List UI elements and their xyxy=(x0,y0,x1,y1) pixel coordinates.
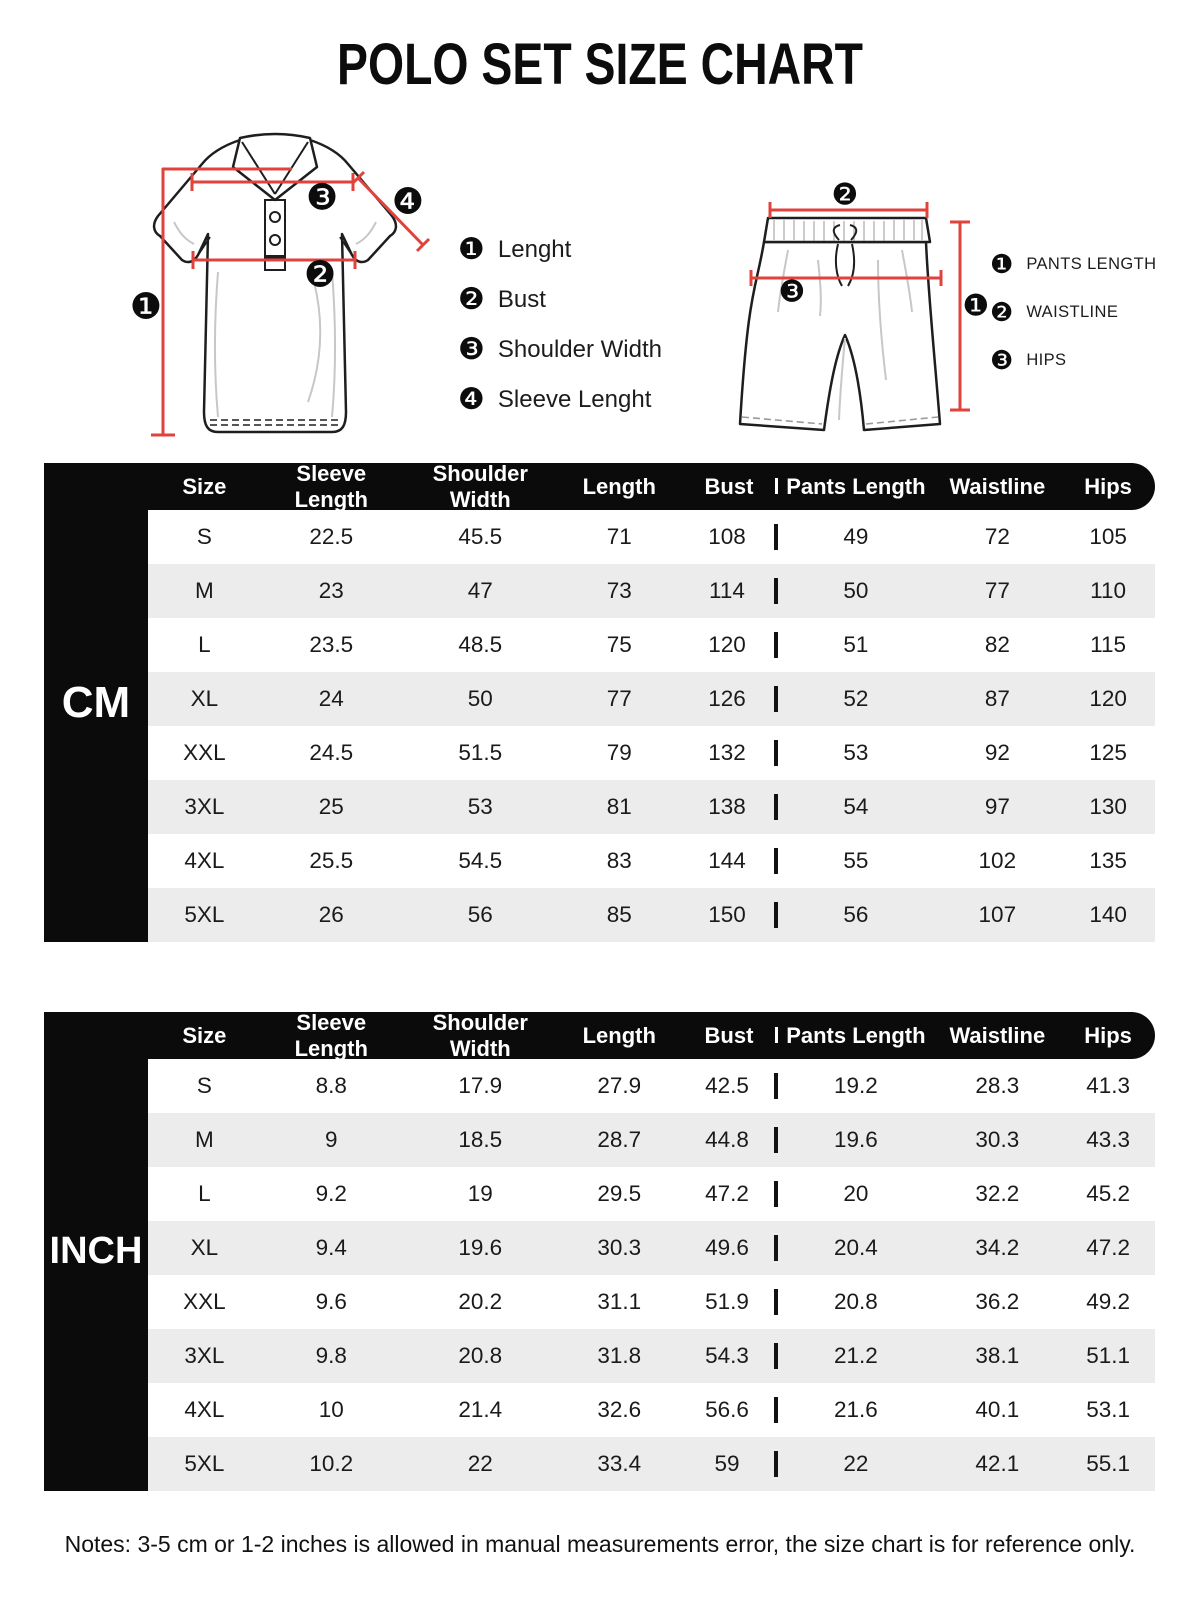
value-cell: 81 xyxy=(606,794,632,819)
size-cell: XXL xyxy=(183,740,226,765)
table-row xyxy=(148,1437,1155,1491)
col-header-waistline: Waistline xyxy=(949,473,1046,499)
value-cell: 135 xyxy=(1089,848,1127,873)
legend-item-hips xyxy=(990,347,1156,374)
size-cell: 5XL xyxy=(184,902,225,927)
value-cell: 41.3 xyxy=(1086,1073,1130,1098)
value-cell: 54.5 xyxy=(458,848,503,873)
value-cell: 87 xyxy=(984,686,1010,711)
value-cell: 47.2 xyxy=(680,1181,779,1207)
value-cell: 77 xyxy=(606,686,632,711)
size-cell: 5XL xyxy=(184,1451,225,1476)
inch-unit-label: INCH xyxy=(49,1230,143,1272)
inch-table-header xyxy=(44,1009,1155,1061)
shorts-diagram xyxy=(728,180,990,450)
inch-size-table xyxy=(44,1009,1155,1491)
value-cell: 51.5 xyxy=(458,740,503,765)
value-cell: 50 xyxy=(843,578,869,603)
value-cell: 54 xyxy=(843,794,869,819)
legend-item-bust xyxy=(458,283,662,316)
value-cell: 22 xyxy=(467,1451,493,1476)
value-cell: 27.9 xyxy=(597,1073,642,1098)
value-cell: 40.1 xyxy=(975,1397,1020,1422)
value-cell: 83 xyxy=(606,848,632,873)
col-header-shoulder-width: Shoulder Width xyxy=(432,460,528,512)
size-cell: 4XL xyxy=(184,848,225,873)
size-cell: XL xyxy=(190,1235,219,1260)
circled-1-icon: ❶ xyxy=(458,231,485,267)
col-header-sleeve-length: Sleeve Length xyxy=(294,1009,368,1061)
value-cell: 56 xyxy=(843,902,869,927)
value-cell: 24 xyxy=(318,686,344,711)
value-cell: 25 xyxy=(318,794,344,819)
cm-unit-label: CM xyxy=(61,677,131,727)
polo-shirt-diagram xyxy=(118,122,438,452)
value-cell: 114 xyxy=(680,578,779,604)
value-cell: 144 xyxy=(680,848,779,874)
value-cell: 10.2 xyxy=(309,1451,354,1476)
value-cell: 77 xyxy=(984,578,1010,603)
value-cell: 130 xyxy=(1089,794,1127,819)
col-header-pants-length: Pants Length xyxy=(786,1022,926,1048)
value-cell: 71 xyxy=(606,524,632,549)
col-header-hips: Hips xyxy=(1084,1022,1132,1048)
size-cell: L xyxy=(198,1181,211,1206)
cm-table-header xyxy=(44,460,1155,512)
col-header-waistline: Waistline xyxy=(949,1022,1046,1048)
value-cell: 18.5 xyxy=(458,1127,503,1152)
table-row xyxy=(148,618,1155,672)
value-cell: 42.1 xyxy=(975,1451,1020,1476)
col-header-length: Length xyxy=(582,473,656,499)
value-cell: 150 xyxy=(680,902,779,928)
value-cell: 53.1 xyxy=(1086,1397,1130,1422)
cm-sidebar xyxy=(44,463,148,942)
legend-label: Sleeve Lenght xyxy=(497,385,652,413)
value-cell: 8.8 xyxy=(315,1073,347,1098)
value-cell: 22.5 xyxy=(309,524,354,549)
table-row xyxy=(148,888,1155,942)
col-header-bust: Bust xyxy=(680,474,779,500)
value-cell: 56.6 xyxy=(680,1397,779,1423)
value-cell: 49.2 xyxy=(1086,1289,1130,1314)
inch-sidebar xyxy=(44,1012,148,1491)
circled-4-icon: ❹ xyxy=(458,381,485,417)
table-row xyxy=(148,510,1155,564)
value-cell: 19.6 xyxy=(458,1235,503,1260)
value-cell: 54.3 xyxy=(680,1343,779,1369)
value-cell: 20 xyxy=(843,1181,869,1206)
value-cell: 120 xyxy=(1089,686,1127,711)
value-cell: 17.9 xyxy=(458,1073,503,1098)
size-cell: L xyxy=(198,632,211,657)
size-cell: 4XL xyxy=(184,1397,225,1422)
value-cell: 126 xyxy=(680,686,779,712)
value-cell: 29.5 xyxy=(597,1181,642,1206)
size-cell: XL xyxy=(190,686,219,711)
value-cell: 10 xyxy=(318,1397,344,1422)
value-cell: 56 xyxy=(467,902,493,927)
legend-label: PANTS LENGTH xyxy=(1026,255,1157,273)
col-header-length: Length xyxy=(582,1022,656,1048)
col-header-hips: Hips xyxy=(1084,473,1132,499)
size-cell: M xyxy=(195,1127,214,1152)
value-cell: 21.4 xyxy=(458,1397,503,1422)
circled-3-icon: ❸ xyxy=(458,331,485,367)
value-cell: 45.5 xyxy=(458,524,503,549)
value-cell: 31.1 xyxy=(597,1289,642,1314)
shorts-marker-1: ❶ xyxy=(962,288,990,324)
value-cell: 85 xyxy=(606,902,632,927)
value-cell: 21.6 xyxy=(833,1397,878,1422)
value-cell: 49.6 xyxy=(680,1235,779,1261)
value-cell: 53 xyxy=(843,740,869,765)
value-cell: 107 xyxy=(978,902,1017,927)
value-cell: 22 xyxy=(843,1451,869,1476)
circled-2-icon: ❷ xyxy=(458,281,485,317)
legend-label: Bust xyxy=(497,285,546,313)
table-row xyxy=(148,726,1155,780)
value-cell: 19.2 xyxy=(833,1073,878,1098)
legend-item-shoulder-width xyxy=(458,333,662,366)
value-cell: 21.2 xyxy=(833,1343,878,1368)
value-cell: 140 xyxy=(1089,902,1127,927)
legend-label: WAISTLINE xyxy=(1026,303,1119,321)
size-cell: 3XL xyxy=(184,1343,225,1368)
table-row xyxy=(148,834,1155,888)
value-cell: 108 xyxy=(680,524,779,550)
circled-3-icon: ❸ xyxy=(990,345,1014,376)
shorts-marker-3: ❸ xyxy=(778,274,806,310)
value-cell: 47.2 xyxy=(1086,1235,1130,1260)
table-row xyxy=(148,1329,1155,1383)
table-row xyxy=(148,1059,1155,1113)
value-cell: 110 xyxy=(1090,578,1127,603)
value-cell: 20.8 xyxy=(458,1343,503,1368)
value-cell: 9.6 xyxy=(315,1289,347,1314)
value-cell: 33.4 xyxy=(597,1451,642,1476)
value-cell: 55 xyxy=(843,848,869,873)
col-header-size: Size xyxy=(182,1022,227,1048)
size-cell: XXL xyxy=(183,1289,226,1314)
cm-size-table xyxy=(44,460,1155,942)
value-cell: 125 xyxy=(1089,740,1127,765)
value-cell: 48.5 xyxy=(458,632,503,657)
circled-1-icon: ❶ xyxy=(990,249,1014,280)
value-cell: 30.3 xyxy=(975,1127,1020,1152)
value-cell: 38.1 xyxy=(975,1343,1020,1368)
legend-item-sleeve-length xyxy=(458,383,662,416)
value-cell: 19.6 xyxy=(833,1127,878,1152)
value-cell: 42.5 xyxy=(680,1073,779,1099)
col-header-pants-length: Pants Length xyxy=(786,473,926,499)
value-cell: 20.2 xyxy=(458,1289,503,1314)
legend-label: Shoulder Width xyxy=(497,335,662,363)
value-cell: 34.2 xyxy=(975,1235,1020,1260)
value-cell: 9.8 xyxy=(315,1343,347,1368)
value-cell: 43.3 xyxy=(1086,1127,1130,1152)
value-cell: 52 xyxy=(843,686,869,711)
shirt-marker-4: ❹ xyxy=(391,181,425,223)
value-cell: 9.2 xyxy=(315,1181,347,1206)
notes-text: Notes: 3-5 cm or 1-2 inches is allowed in manual measurements error, the size chart is for reference only. xyxy=(64,1531,1136,1557)
value-cell: 23 xyxy=(318,578,344,603)
value-cell: 9 xyxy=(325,1127,338,1152)
value-cell: 75 xyxy=(606,632,632,657)
value-cell: 32.2 xyxy=(975,1181,1020,1206)
value-cell: 72 xyxy=(984,524,1010,549)
value-cell: 102 xyxy=(978,848,1017,873)
legend-item-length xyxy=(458,233,662,266)
circled-2-icon: ❷ xyxy=(990,297,1014,328)
inch-table-rows xyxy=(148,1059,1155,1491)
value-cell: 82 xyxy=(984,632,1010,657)
value-cell: 73 xyxy=(606,578,632,603)
value-cell: 79 xyxy=(606,740,632,765)
shirt-legend xyxy=(458,233,662,416)
cm-table-rows xyxy=(148,510,1155,942)
value-cell: 23.5 xyxy=(309,632,354,657)
shorts-marker-2: ❷ xyxy=(831,180,859,213)
table-row xyxy=(148,1221,1155,1275)
legend-label: HIPS xyxy=(1026,351,1067,369)
shirt-marker-2: ❷ xyxy=(303,254,337,296)
shorts-waistband xyxy=(764,218,930,242)
value-cell: 47 xyxy=(467,578,493,603)
value-cell: 115 xyxy=(1090,632,1127,657)
table-row xyxy=(148,780,1155,834)
value-cell: 97 xyxy=(984,794,1010,819)
value-cell: 31.8 xyxy=(597,1343,642,1368)
value-cell: 36.2 xyxy=(975,1289,1020,1314)
col-header-shoulder-width: Shoulder Width xyxy=(432,1009,528,1061)
value-cell: 53 xyxy=(467,794,493,819)
legend-item-pants-length xyxy=(990,251,1156,278)
table-row xyxy=(148,1383,1155,1437)
value-cell: 59 xyxy=(680,1451,779,1477)
size-cell: S xyxy=(196,524,212,549)
value-cell: 30.3 xyxy=(597,1235,642,1260)
value-cell: 32.6 xyxy=(597,1397,642,1422)
value-cell: 55.1 xyxy=(1086,1451,1130,1476)
table-row xyxy=(148,672,1155,726)
value-cell: 20.8 xyxy=(833,1289,878,1314)
table-row xyxy=(148,1167,1155,1221)
table-row xyxy=(148,1275,1155,1329)
value-cell: 28.3 xyxy=(975,1073,1020,1098)
value-cell: 138 xyxy=(680,794,779,820)
value-cell: 26 xyxy=(318,902,344,927)
value-cell: 120 xyxy=(680,632,779,658)
value-cell: 24.5 xyxy=(309,740,354,765)
size-cell: 3XL xyxy=(184,794,225,819)
shirt-marker-1: ❶ xyxy=(129,286,163,328)
size-cell: S xyxy=(196,1073,212,1098)
shorts-legend xyxy=(990,251,1156,374)
shirt-marker-3: ❸ xyxy=(305,177,339,219)
value-cell: 44.8 xyxy=(680,1127,779,1153)
value-cell: 49 xyxy=(843,524,869,549)
size-cell: M xyxy=(195,578,214,603)
value-cell: 19 xyxy=(467,1181,493,1206)
value-cell: 132 xyxy=(680,740,779,766)
value-cell: 51.1 xyxy=(1086,1343,1130,1368)
col-header-size: Size xyxy=(182,473,227,499)
value-cell: 9.4 xyxy=(315,1235,347,1260)
table-row xyxy=(148,1113,1155,1167)
legend-label: Lenght xyxy=(497,235,572,263)
value-cell: 28.7 xyxy=(597,1127,642,1152)
legend-item-waistline xyxy=(990,299,1156,326)
value-cell: 25.5 xyxy=(309,848,354,873)
value-cell: 51 xyxy=(843,632,869,657)
page-title: POLO SET SIZE CHART xyxy=(337,32,863,97)
value-cell: 50 xyxy=(467,686,493,711)
value-cell: 51.9 xyxy=(680,1289,779,1315)
col-header-sleeve-length: Sleeve Length xyxy=(294,460,368,512)
table-row xyxy=(148,564,1155,618)
value-cell: 20.4 xyxy=(833,1235,878,1260)
col-header-bust: Bust xyxy=(680,1023,779,1049)
value-cell: 92 xyxy=(984,740,1010,765)
value-cell: 105 xyxy=(1089,524,1127,549)
value-cell: 45.2 xyxy=(1086,1181,1130,1206)
